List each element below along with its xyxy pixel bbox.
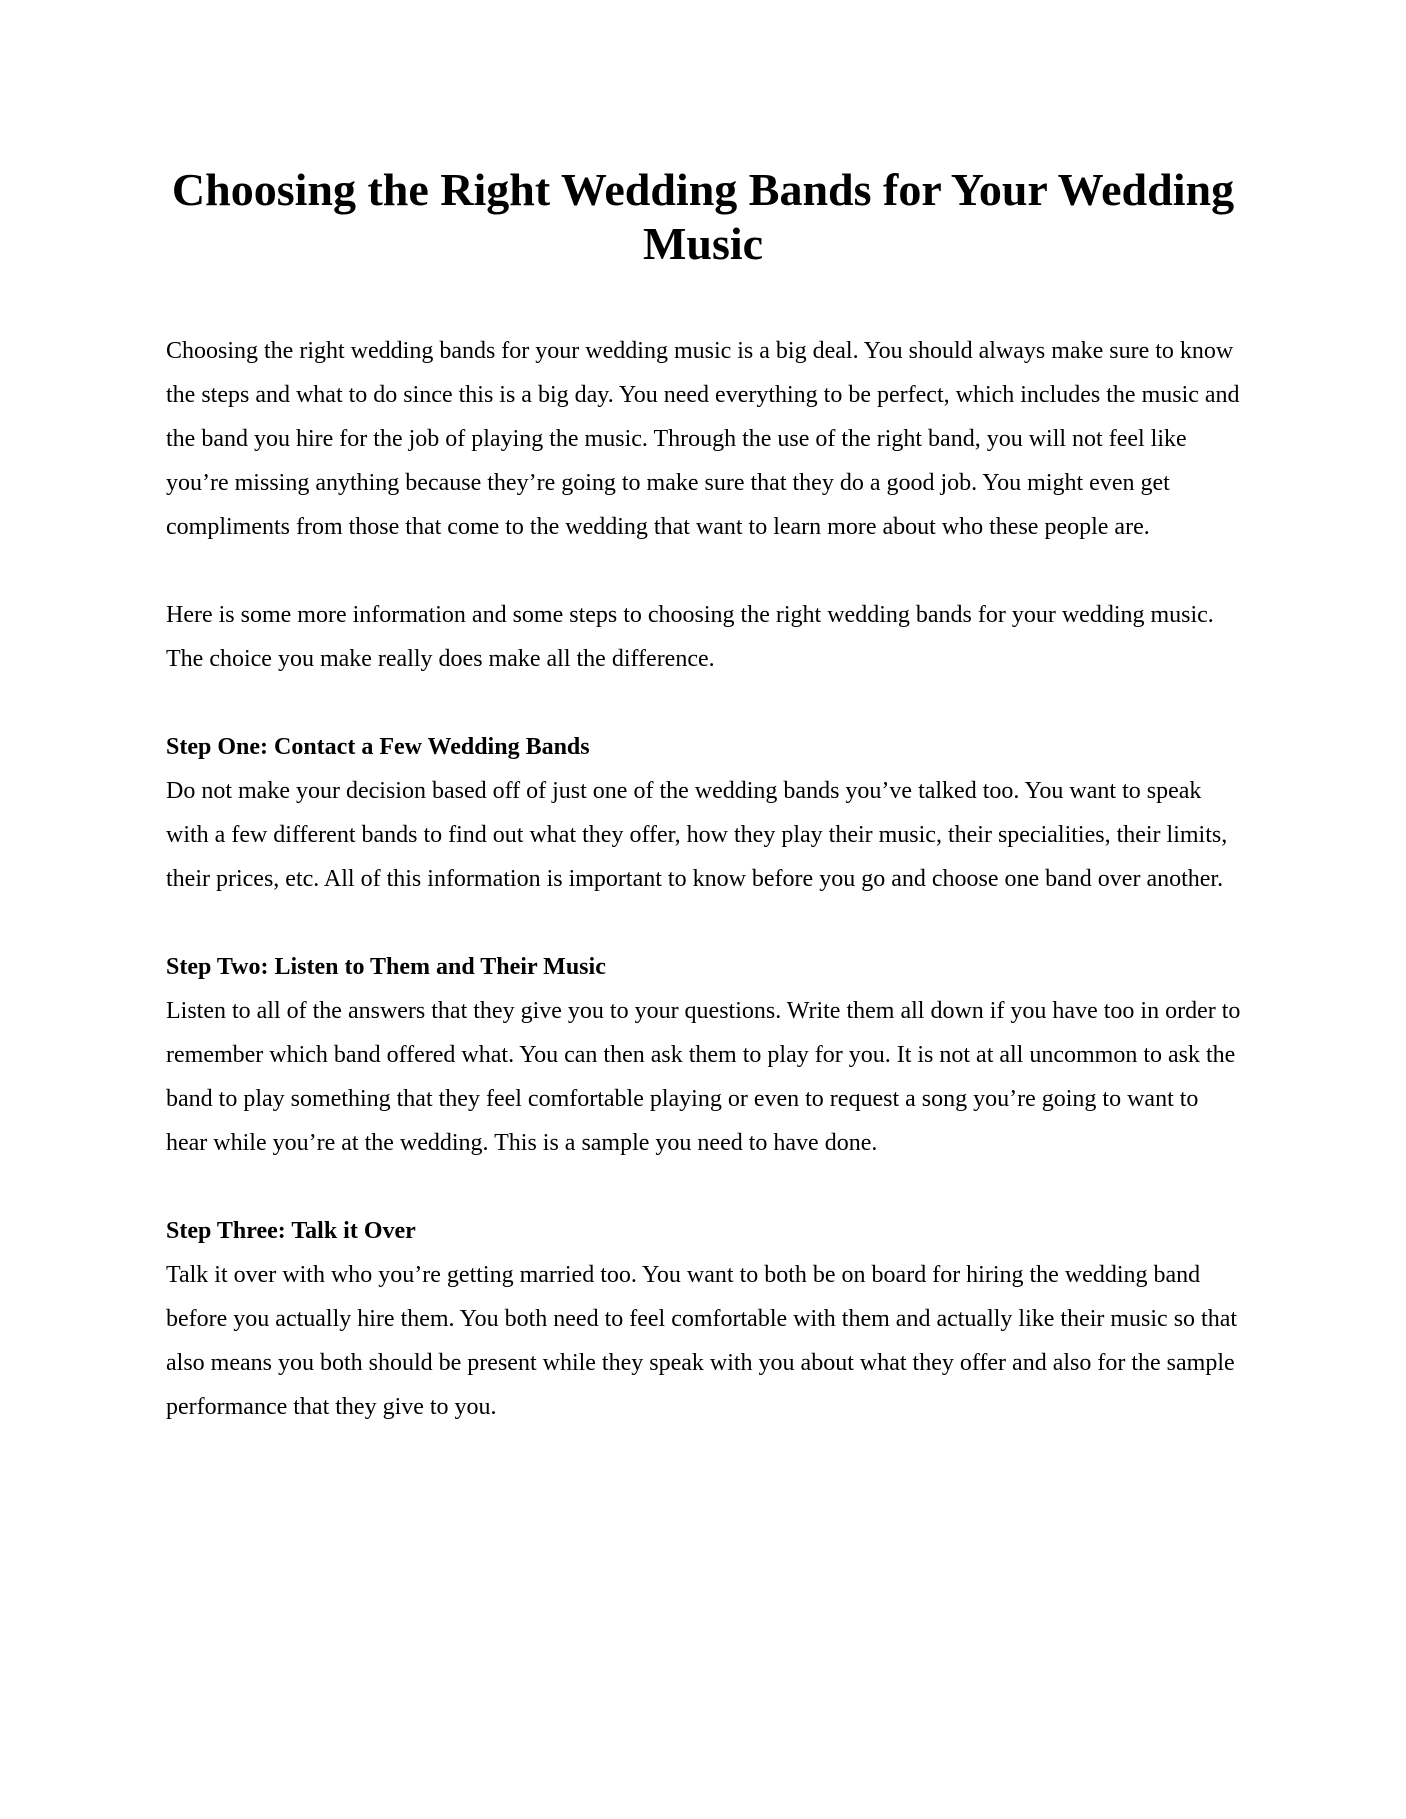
- step-heading: Step One: Contact a Few Wedding Bands: [166, 734, 590, 760]
- step-body: Talk it over with who you’re getting married too. You want to both be on board for hiring the wedding band before you actually hire them. You both need to feel comfortable with them and actually like their music so that also means you both should be present while they speak with you about what they offer and also for the sample performance that they give to you.: [166, 1262, 1238, 1420]
- intro-paragraph: Here is some more information and some steps to choosing the right wedding bands for your wedding music. The choice you make really does make all the difference.: [166, 602, 1214, 672]
- step-section: [166, 725, 1244, 901]
- document-body: [166, 329, 1244, 1429]
- step-section: [166, 1209, 1244, 1429]
- step-section: [166, 945, 1244, 1165]
- step-body: Listen to all of the answers that they give you to your questions. Write them all down if you have too in order to remember which band offered what. You can then ask them to play for you. It is not at all uncommon to ask the band to play something that they feel comfortable playing or even to request a song you’re going to want to hear while you’re at the wedding. This is a sample you need to have done.: [166, 998, 1241, 1156]
- step-heading: Step Two: Listen to Them and Their Music: [166, 954, 606, 980]
- document-title: Choosing the Right Wedding Bands for Your Wedding Music: [171, 164, 1235, 269]
- step-heading: Step Three: Talk it Over: [166, 1218, 416, 1244]
- intro-paragraph: Choosing the right wedding bands for your wedding music is a big deal. You should always make sure to know the steps and what to do since this is a big day. You need everything to be perfect, which includes the music and the band you hire for the job of playing the music. Through the use of the right band, you will not feel like you’re missing anything because they’re going to make sure that they do a good job. You might even get compliments from those that come to the wedding that want to learn more about who these people are.: [166, 338, 1240, 540]
- step-body: Do not make your decision based off of just one of the wedding bands you’ve talked too. You want to speak with a few different bands to find out what they offer, how they play their music, their specialities, their limits, their prices, etc. All of this information is important to know before you go and choose one band over another.: [166, 778, 1228, 892]
